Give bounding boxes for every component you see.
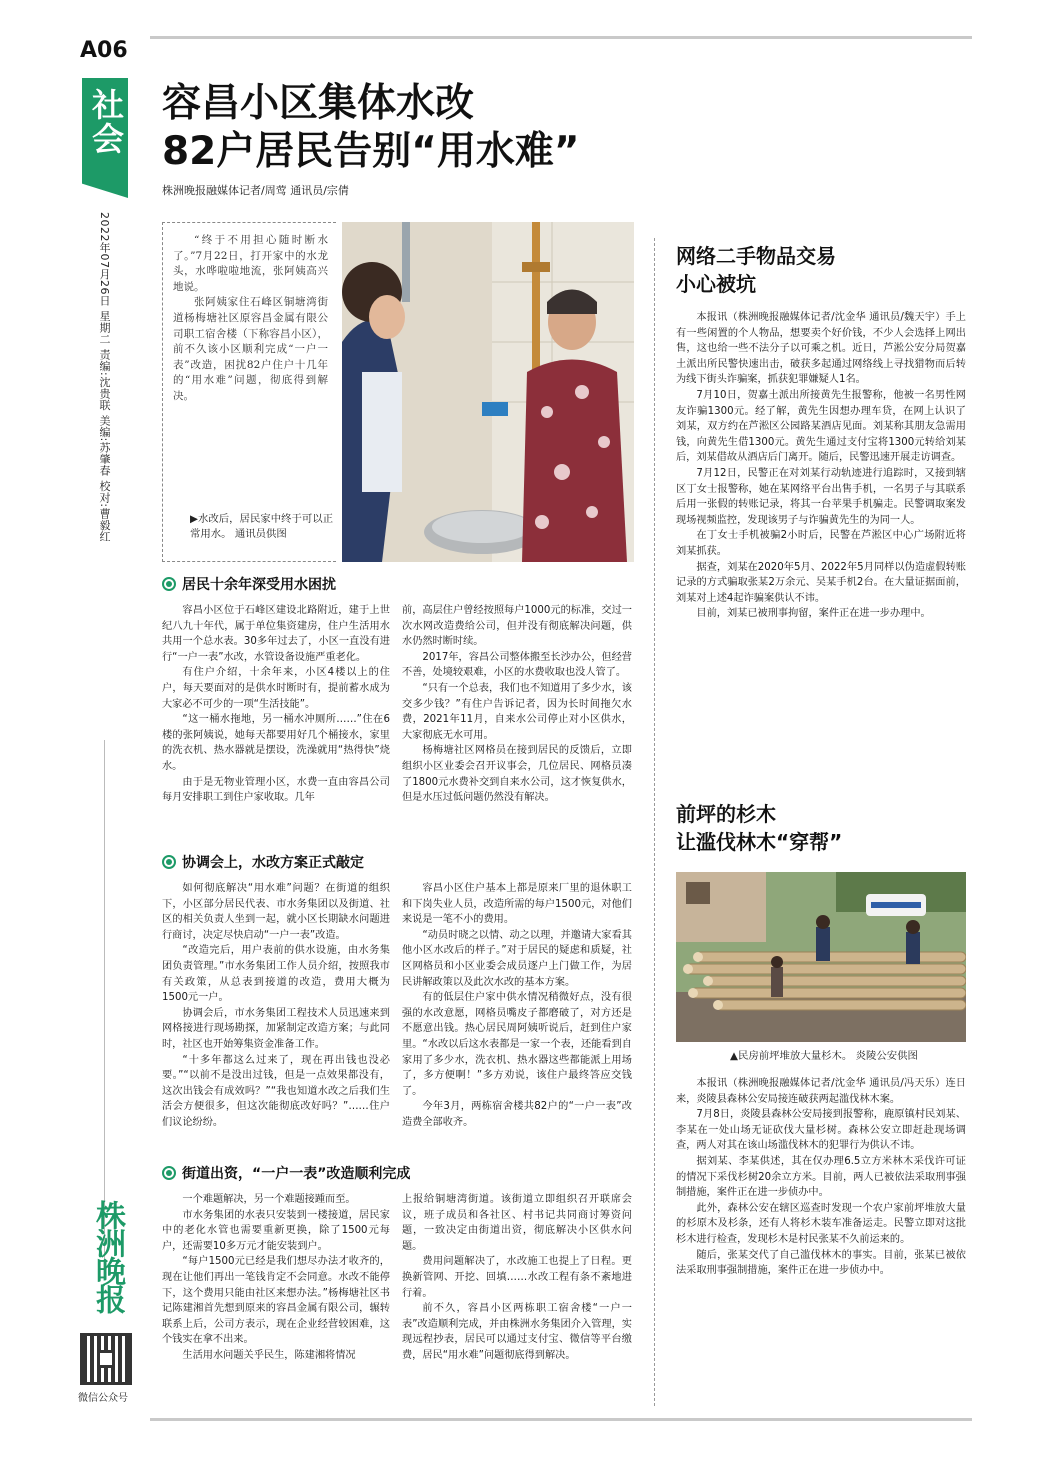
bullet-circle-icon xyxy=(162,577,176,591)
column-divider xyxy=(654,238,655,1406)
intro-para-1: “终于不用担心随时断水了。”7月22日，打开家中的水龙头，水哗啦啦地流，张阿姨高兴地说。 xyxy=(173,234,328,293)
paragraph: 有住户介绍，十余年来，小区4楼以上的住户，每天要面对的是供水时断时有，提前蓄水成为大家必不可少的一项“生活技能”。 xyxy=(162,667,390,710)
section-2-col-2 xyxy=(402,881,632,1131)
margin-rule xyxy=(104,740,105,1280)
bathroom-scene-image xyxy=(342,222,634,562)
paragraph: 今年3月，两栋宿舍楼共82户的“一户一表”改造费全部收齐。 xyxy=(402,1101,632,1128)
section-heading-2-text: 协调会上，水改方案正式敲定 xyxy=(182,855,364,871)
bottom-rule xyxy=(150,1418,972,1421)
timber-pile-image xyxy=(676,872,966,1042)
paragraph: “改造完后，用户表前的供水设施，由水务集团负责管理。”市水务集团工作人员介绍，按照我市有关政策，从总表到接道的改造，费用大概为1500元一户。 xyxy=(162,945,390,1004)
masthead-logo: 株洲晚报 xyxy=(90,1200,125,1312)
headline-line-2: 82户居民告别“用水难” xyxy=(162,129,580,174)
paragraph: 7月8日，炎陵县森林公安局接到报警称，鹿原镇村民刘某、李某在一处山场无证砍伐大量杉树。森林公安立即赶赴现场调查，两人对其在该山场滥伐林木的犯罪行为供认不讳。 xyxy=(676,1109,966,1152)
right-photo-caption: ▲民房前坪堆放大量杉木。 炎陵公安供图 xyxy=(730,1050,918,1062)
paragraph: 一个难题解决，另一个难题接踵而至。 xyxy=(182,1194,356,1205)
intro-box xyxy=(162,222,336,562)
paragraph: 杨梅塘社区网格员在接到居民的反馈后，立即组织小区业委会召开议事会，几位居民、网格员凑了1800元水费补交到自来水公司，这才恢复供水，但是水压过低问题仍然没有解决。 xyxy=(402,745,632,804)
main-headline xyxy=(162,80,642,176)
paragraph: 据查，刘某在2020年5月、2022年5月同样以伪造虚假转账记录的方式骗取张某2万余元、吴某手机2台。在大量证据面前，刘某对上述4起诈骗案供认不讳。 xyxy=(676,561,966,604)
paragraph: “十多年都这么过来了，现在再出钱也没必要。”“以前不是没出过钱，但是一点效果都没有，这次出钱会有成效吗？”“我也知道水改之后我们生活会方便很多，但这次能彻底改好吗？”……住户们议论纷纷。 xyxy=(162,1054,390,1128)
main-photo-caption: ▶水改后，居民家中终于可以正常用水。 通讯员供图 xyxy=(190,513,334,540)
paragraph: 此外，森林公安在辖区巡查时发现一个农户家前坪堆放大量的杉原木及杉条，还有人将杉木装车准备运走。民警立即对这批杉木进行检查，发现杉木是村民张某不久前运来的。 xyxy=(676,1202,966,1245)
paragraph: 据刘某、李某供述，其在仅办理6.5立方米林木采伐许可证的情况下采伐杉树20余立方米。目前，两人已被依法采取刑事强制措施，案件正在进一步侦办中。 xyxy=(676,1155,966,1199)
section-3-col-1 xyxy=(162,1192,390,1364)
paragraph: 容昌小区位于石峰区建设北路附近，建于上世纪八九十年代，属于单位集资建房，住户生活用水共用一个总水表。30多年过去了，小区一直没有进行“一户一表”水改，水管设备设施严重老化。 xyxy=(162,605,390,663)
paragraph: “每户1500元已经是我们想尽办法才收齐的，现在让他们再出一笔钱肯定不会同意。水改不能停下，这个费用只能由社区来想办法。”杨梅塘社区书记陈建湘首先想到原来的容昌金属有限公司，辗转联系上后，公司方表示，现在企业经营较困难，这个钱实在拿不出来。 xyxy=(162,1256,390,1346)
paragraph: 市水务集团的水表只安装到一楼接道，居民家中的老化水管也需要重新更换，除了1500元每户，还需要10多万元才能安装到户。 xyxy=(162,1209,390,1252)
right-article-2-title xyxy=(676,800,966,856)
right-2-title-line-2: 让滥伐林木“穿帮” xyxy=(676,830,843,854)
section-heading-1-text: 居民十余年深受用水困扰 xyxy=(182,577,336,593)
dateline: 2022年07月26日 星期二 责编:沈贵联 美编:苏肇春 校对:曹毅红 xyxy=(98,212,111,543)
page-number: A06 xyxy=(80,38,128,63)
paragraph: “动员时晓之以情、动之以理，并邀请大家看其他小区水改后的样子。”对于居民的疑虑和质疑，社区网格员和小区业委会成员逐户上门做工作，为居民讲解政策以及此次水改的基本方案。 xyxy=(402,929,632,988)
section-1-col-2 xyxy=(402,603,632,806)
paragraph: 目前，刘某已被刑事拘留，案件正在进一步办理中。 xyxy=(696,608,931,620)
paragraph: 费用问题解决了，水改施工也提上了日程。更换新管网、开挖、回填……水改工程有条不紊地进行着。 xyxy=(402,1256,632,1299)
paragraph: 如何彻底解决“用水难”问题？在街道的组织下，小区部分居民代表、市水务集团以及街道、社区的相关负责人坐到一起，就小区长期缺水问题进行商讨，决定尽快启动“一户一表”改造。 xyxy=(162,883,390,941)
paragraph: 2017年，容昌公司整体搬至长沙办公，但经营不善，处境较艰难，小区的水费收取也没人管了。 xyxy=(402,651,632,679)
paragraph: 前，高层住户曾经按照每户1000元的标准，交过一次水网改造费给公司，但并没有彻底解决问题，供水仍然时断时续。 xyxy=(402,605,632,648)
paragraph: 本报讯（株洲晚报融媒体记者/沈金华 通讯员/魏天宇）手上有一些闲置的个人物品，想要卖个好价钱，不少人会选择上网出售，这也给一些不法分子以可乘之机。近日，芦淞公安分局贺嘉土派出所民警快速出击，破获多起通过网络线上寻找猎物而后转为线下街头诈骗案，抓获犯罪嫌疑人1名。 xyxy=(676,312,966,386)
right-1-title-line-2: 小心被坑 xyxy=(676,272,756,296)
section-heading-2 xyxy=(162,852,364,872)
qr-label: 微信公众号 xyxy=(78,1393,128,1404)
top-rule xyxy=(150,36,972,39)
paragraph: 由于是无物业管理小区，水费一直由容昌公司每月安排职工到住户家收取。几年 xyxy=(162,776,390,804)
intro-para-2: 张阿姨家住石峰区铜塘湾街道杨梅塘社区原容昌金属有限公司职工宿舍楼（下称容昌小区），前不久该小区顺利完成“一户一表”改造，困扰82户住户十几年的“用水难”问题，彻底得到解决。 xyxy=(173,296,328,402)
right-article-1-body xyxy=(676,310,966,622)
bullet-circle-icon xyxy=(162,855,176,869)
bullet-circle-icon xyxy=(162,1166,176,1180)
paragraph: 7月12日，民警正在对刘某行动轨迹进行追踪时，又接到辖区丁女士报警称，她在某网络平台出售手机，一名男子与其联系后用一张假的转账记录，将其一台苹果手机骗走。民警调取案发现场视频监控，发现该男子与诈骗黄先生的为同一人。 xyxy=(676,467,966,526)
right-photo xyxy=(676,872,966,1042)
paragraph: 前不久，容昌小区两栋职工宿舍楼“一户一表”改造顺利完成，并由株洲水务集团介入管理，实现远程抄表，居民可以通过支付宝、微信等平台缴费，居民“用水难”问题彻底得到解决。 xyxy=(402,1303,632,1361)
right-2-title-line-1: 前坪的杉木 xyxy=(676,802,776,826)
section-2-col-1 xyxy=(162,881,390,1131)
qr-code xyxy=(80,1333,132,1385)
paragraph: 7月10日，贺嘉土派出所接黄先生报警称，他被一名男性网友诈骗1300元。经了解，黄先生因想办理车贷，在网上认识了刘某，双方约在芦淞区公园路某酒店见面。刘某称其朋友急需用钱，向黄先生借1300元。黄先生通过支付宝将1300元转给刘某后，刘某借故从酒店后门离开。随后，民警迅速开展走访调查。 xyxy=(676,389,966,464)
section-heading-3-text: 街道出资，“一户一表”改造顺利完成 xyxy=(182,1166,411,1182)
section-heading-3 xyxy=(162,1163,410,1183)
paragraph: 协调会后，市水务集团工程技术人员迅速来到网格接进行现场勘探，加紧制定改造方案；与此同时，社区也开始筹集资金准备工作。 xyxy=(162,1007,390,1050)
paragraph: 容昌小区住户基本上都是原来厂里的退休职工和下岗失业人员，改造所需的每户1500元，对他们来说是一笔不小的费用。 xyxy=(402,883,632,926)
section-label: 社会 xyxy=(87,88,125,156)
paragraph: 本报讯（株洲晚报融媒体记者/沈金华 通讯员/冯天乐）连日来，炎陵县森林公安局接连破获两起滥伐林木案。 xyxy=(676,1078,966,1105)
right-article-1-title xyxy=(676,242,966,298)
section-1-col-1 xyxy=(162,603,390,806)
byline: 株洲晚报融媒体记者/周莺 通讯员/宗倩 xyxy=(162,184,349,197)
paragraph: 上报给铜塘湾街道。该街道立即组织召开联席会议，班子成员和各社区、村书记共同商讨筹资问题，一致决定由街道出资，彻底解决小区供水问题。 xyxy=(402,1194,632,1252)
headline-line-1: 容昌小区集体水改 xyxy=(162,81,475,126)
paragraph: 在丁女士手机被骗2小时后，民警在芦淞区中心广场附近将刘某抓获。 xyxy=(676,530,966,557)
section-heading-1 xyxy=(162,574,336,594)
right-1-title-line-1: 网络二手物品交易 xyxy=(676,244,836,268)
paragraph: “这一桶水拖地，另一桶水冲厕所……”住在6楼的张阿姨说，她每天都要用好几个桶接水，家里的洗衣机、热水器就是摆设，洗澡就用“热得快”烧水。 xyxy=(162,714,390,772)
main-photo xyxy=(342,222,634,562)
paragraph: 随后，张某交代了自己滥伐林木的事实。目前，张某已被依法采取刑事强制措施，案件正在进一步侦办中。 xyxy=(676,1249,966,1277)
right-article-2-body xyxy=(676,1076,966,1279)
paragraph: 生活用水问题关乎民生，陈建湘将情况 xyxy=(182,1349,356,1361)
section-3-col-2 xyxy=(402,1192,632,1364)
paragraph: “只有一个总表，我们也不知道用了多少水，该交多少钱？”有住户告诉记者，因为长时间拖欠水费，2021年11月，自来水公司停止对小区供水，大家彻底无水可用。 xyxy=(402,682,632,741)
paragraph: 有的低层住户家中供水情况稍微好点，没有很强的水改意愿，网格员嘴皮子都磨破了，对方还是不愿意出钱。热心居民周阿姨听说后，赶到住户家里。“水改以后这水表都是一家一个表，还能看到自家用了多少水，洗衣机、热水器这些都能派上用场了，多方便啊！”多方劝说，该住户最终答应交钱了。 xyxy=(402,992,632,1097)
